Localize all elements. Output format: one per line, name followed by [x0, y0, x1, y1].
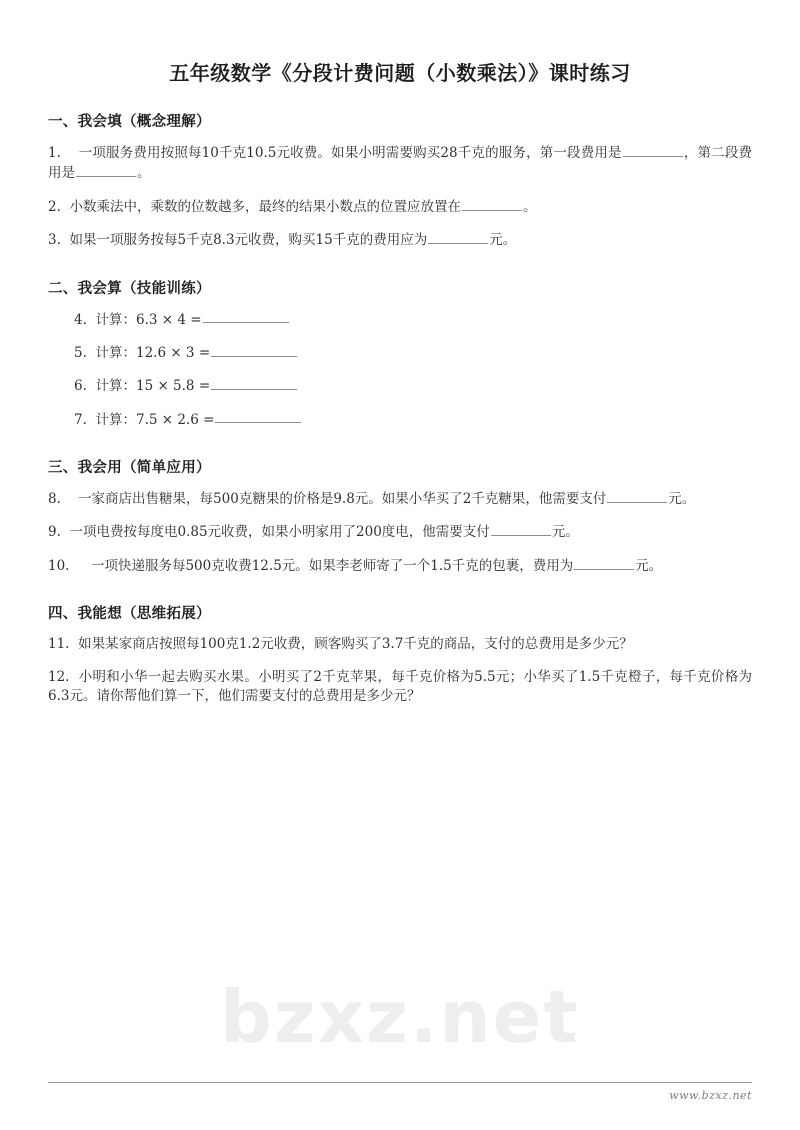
question-11-text: 如果某家商店按照每100克1.2元收费，顾客购买了3.7千克的商品，支付的总费用是多少元？: [78, 636, 633, 653]
question-4-blank[interactable]: [203, 310, 289, 324]
footer-url: www.bzxz.net: [669, 1089, 752, 1102]
question-4-number: 4.: [74, 311, 87, 328]
section-2: [48, 277, 752, 431]
question-4-label: 计算：: [95, 311, 136, 328]
question-10-text-a: 一项快递服务每500克收费12.5元。如果李老师寄了一个1.5千克的包裹，费用为: [90, 557, 574, 574]
question-2-blank-1[interactable]: [462, 197, 522, 211]
question-7-label: 计算：: [95, 411, 136, 428]
question-6-number: 6.: [74, 378, 87, 395]
question-10-text-b: 元。: [635, 557, 663, 574]
question-9-text-b: 元。: [551, 524, 579, 541]
section-4: [48, 602, 752, 707]
section-1-heading: 一、我会填（概念理解）: [48, 114, 211, 130]
question-5-label: 计算：: [95, 344, 136, 361]
question-3-number: 3.: [48, 231, 61, 248]
section-1: [48, 110, 752, 251]
question-9-blank-1[interactable]: [491, 522, 551, 536]
question-11-number: 11.: [48, 636, 70, 653]
question-8: [48, 489, 752, 509]
question-4: [48, 310, 752, 330]
footer-divider: [48, 1082, 752, 1083]
question-7-number: 7.: [74, 411, 87, 428]
question-6-expression: 15 × 5.8 =: [135, 378, 211, 395]
question-7-blank[interactable]: [215, 410, 301, 424]
page-footer: [48, 1082, 752, 1102]
question-8-blank-1[interactable]: [607, 489, 667, 503]
question-3-text-a: 如果一项服务按每5千克8.3元收费，购买15千克的费用应为: [69, 231, 428, 248]
question-1-text-a: 一项服务费用按照每10千克10.5元收费。如果小明需要购买28千克的服务，第一段费用是: [78, 144, 622, 161]
question-11: [48, 635, 752, 655]
question-10-blank-1[interactable]: [574, 556, 634, 570]
section-3-heading: 三、我会用（简单应用）: [48, 460, 211, 476]
question-6-blank[interactable]: [211, 376, 297, 390]
question-4-expression: 6.3 × 4 =: [135, 311, 202, 328]
question-12-text: 小明和小华一起去购买水果。小明买了2千克苹果，每千克价格为5.5元；小华买了1.5千克橙子，每千克价格为6.3元。请你帮他们算一下，他们需要支付的总费用是多少元？: [48, 668, 753, 705]
question-8-text-b: 元。: [668, 490, 696, 507]
question-10-number: 10.: [48, 557, 70, 574]
question-1-blank-2[interactable]: [76, 163, 136, 177]
question-8-text-a: 一家商店出售糖果，每500克糖果的价格是9.8元。如果小华买了2千克糖果，他需要支付: [78, 490, 607, 507]
page-title: 五年级数学《分段计费问题（小数乘法）》课时练习: [169, 61, 631, 85]
section-3: [48, 456, 752, 576]
question-6-label: 计算：: [95, 378, 136, 395]
question-2-number: 2.: [48, 198, 61, 215]
watermark-bzxz: bzxz.net: [220, 975, 580, 1059]
question-7: [48, 410, 752, 430]
question-9-number: 9.: [48, 524, 61, 541]
section-4-heading: 四、我能想（思维拓展）: [48, 606, 211, 623]
question-1-text-c: 。: [137, 165, 151, 182]
question-12: [48, 668, 752, 707]
section-2-heading: 二、我会算（技能训练）: [48, 280, 211, 297]
question-5-expression: 12.6 × 3 =: [135, 344, 211, 361]
question-3-text-b: 元。: [489, 231, 517, 248]
question-2-text-b: 。: [522, 198, 537, 215]
question-1-number: 1.: [48, 144, 61, 161]
question-12-number: 12.: [48, 668, 70, 685]
question-5-blank[interactable]: [211, 343, 297, 357]
question-2: [48, 197, 752, 217]
question-3-blank-1[interactable]: [428, 230, 488, 244]
question-9: [48, 522, 752, 542]
question-9-text-a: 一项电费按每度电0.85元收费，如果小明家用了200度电，他需要支付: [69, 524, 490, 541]
question-7-expression: 7.5 × 2.6 =: [135, 411, 215, 428]
question-10: [48, 556, 752, 576]
question-5-number: 5.: [74, 344, 87, 361]
question-8-number: 8.: [48, 490, 61, 507]
question-1-blank-1[interactable]: [623, 143, 683, 157]
question-1: [48, 143, 752, 184]
question-6: [48, 376, 752, 396]
question-3: [48, 230, 752, 250]
question-5: [48, 343, 752, 363]
question-1-text-b: ，第二段费用是: [48, 144, 753, 182]
question-2-text-a: 小数乘法中，乘数的位数越多，最终的结果小数点的位置应放置在: [69, 198, 461, 215]
